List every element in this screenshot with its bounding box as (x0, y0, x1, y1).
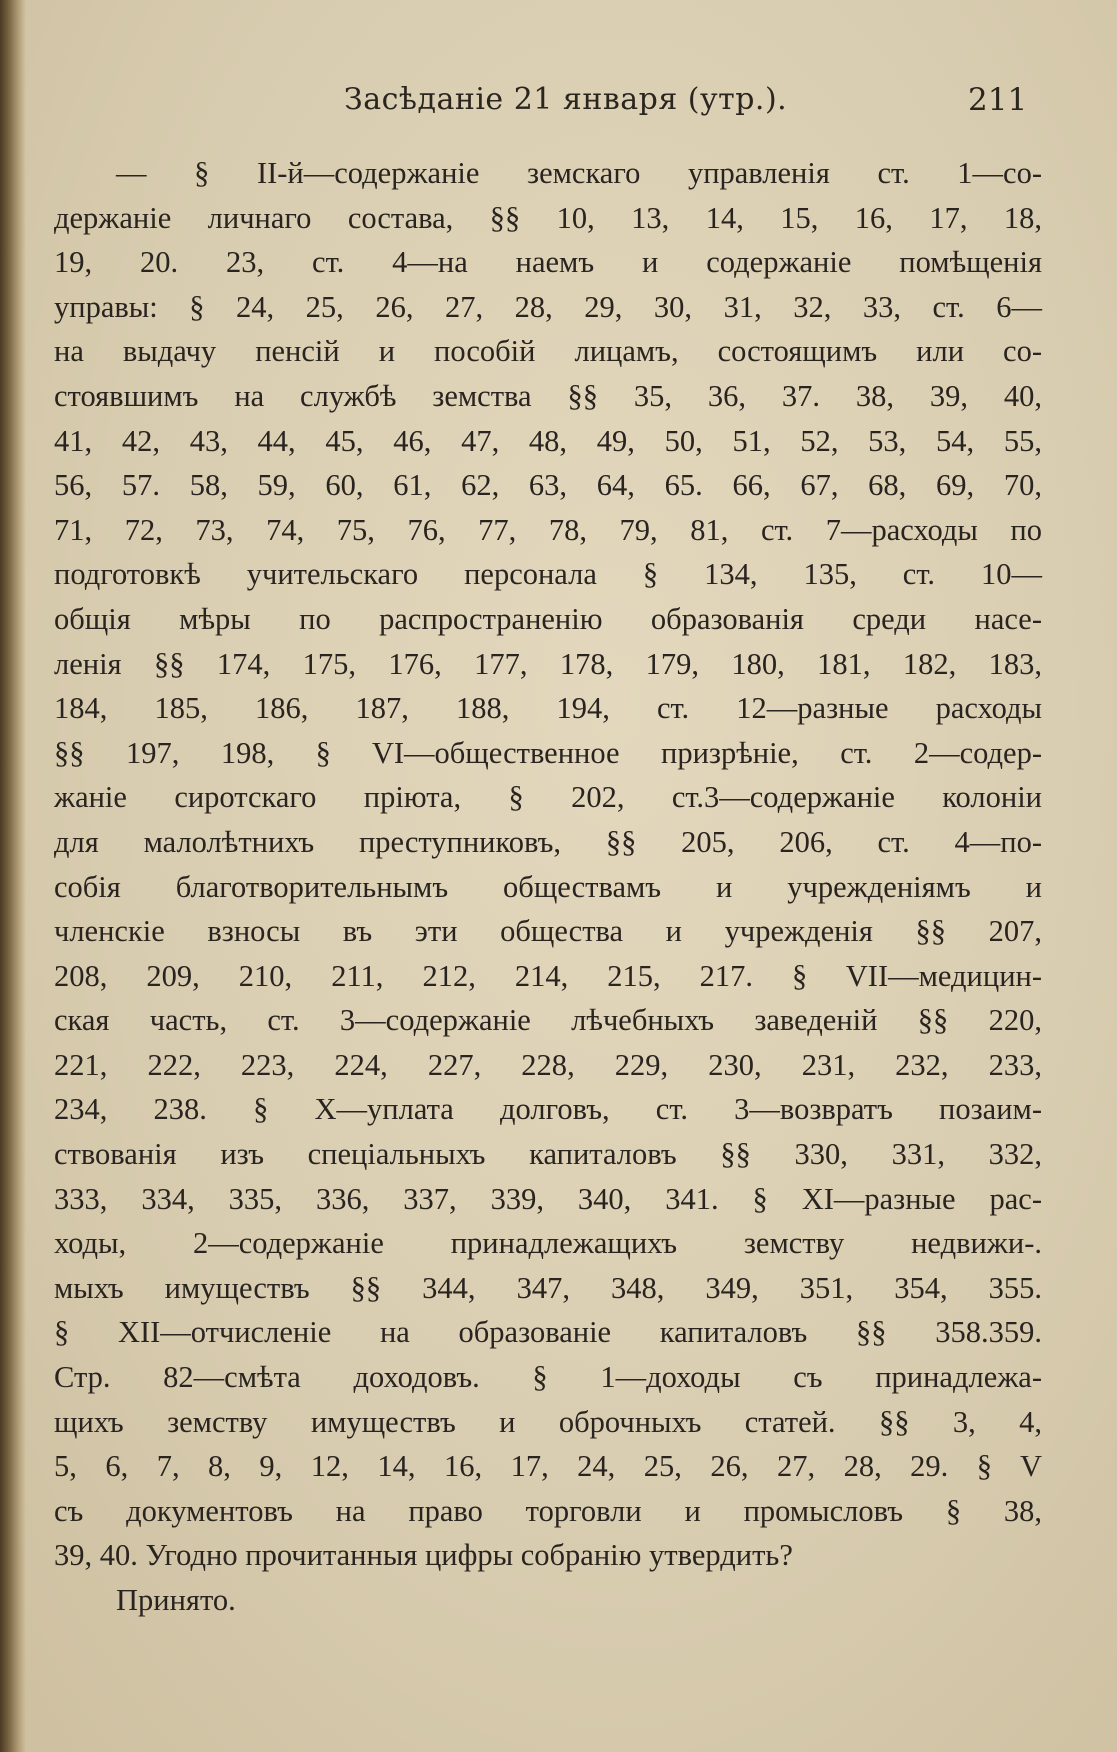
text-line: 333, 334, 335, 336, 337, 339, 340, 341. § XI—разные рас- (54, 1181, 1042, 1216)
text-line: управы: § 24, 25, 26, 27, 28, 29, 30, 31, 32, 33, ст. 6— (54, 289, 1042, 324)
text-line: стоявшимъ на службѣ земства §§ 35, 36, 37. 38, 39, 40, (54, 378, 1042, 413)
text-line: ходы, 2—содержаніе принадлежащихъ земству недвижи-. (54, 1226, 1042, 1261)
text-line: 56, 57. 58, 59, 60, 61, 62, 63, 64, 65. 66, 67, 68, 69, 70, (54, 468, 1042, 503)
text-line: для малолѣтнихъ преступниковъ, §§ 205, 206, ст. 4—по- (54, 824, 1042, 859)
text-line: 71, 72, 73, 74, 75, 76, 77, 78, 79, 81, ст. 7—расходы по (54, 512, 1042, 547)
text-line: подготовкѣ учительскаго персонала § 134, 135, ст. 10— (54, 557, 1042, 592)
text-line: 5, 6, 7, 8, 9, 12, 14, 16, 17, 24, 25, 26, 27, 28, 29. § V (54, 1449, 1042, 1484)
text-line: мыхъ имуществъ §§ 344, 347, 348, 349, 351, 354, 355. (54, 1270, 1042, 1305)
book-spine-shadow (0, 0, 26, 1752)
text-line: держаніе личнаго состава, §§ 10, 13, 14, 15, 16, 17, 18, (54, 200, 1042, 235)
text-line: на выдачу пенсій и пособій лицамъ, состоящимъ или со- (54, 334, 1042, 369)
text-line: 19, 20. 23, ст. 4—на наемъ и содержаніе помѣщенія (54, 245, 1042, 280)
text-line: 39, 40. Угодно прочитанныя цифры собранію утвердить? (54, 1538, 793, 1573)
text-line: 234, 238. § X—уплата долговъ, ст. 3—возвратъ позаим- (54, 1092, 1042, 1127)
page-number: 211 (968, 82, 1028, 118)
text-line: ская часть, ст. 3—содержаніе лѣчебныхъ заведеній §§ 220, (54, 1003, 1042, 1038)
text-line-final: Принято. (116, 1583, 236, 1617)
text-line: собія благотворительнымъ обществамъ и учрежденіямъ и (54, 869, 1042, 904)
text-line: съ документовъ на право торговли и промысловъ § 38, (54, 1493, 1042, 1528)
running-header (0, 82, 1117, 130)
text-line: общія мѣры по распространенію образованія среди насе- (54, 601, 1042, 636)
text-line: 208, 209, 210, 211, 212, 214, 215, 217. § VII—медицин- (54, 958, 1042, 993)
text-line: § XII—отчисленіе на образованіе капиталовъ §§ 358.359. (54, 1315, 1042, 1350)
text-line: §§ 197, 198, § VI—общественное призрѣніе, ст. 2—содер- (54, 735, 1042, 770)
text-line: ленія §§ 174, 175, 176, 177, 178, 179, 180, 181, 182, 183, (54, 646, 1042, 681)
text-line: Стр. 82—смѣта доходовъ. § 1—доходы съ принадлежа- (54, 1360, 1042, 1395)
text-line: жаніе сиротскаго пріюта, § 202, ст.3—содержаніе колоніи (54, 780, 1042, 815)
text-line: ствованія изъ спеціальныхъ капиталовъ §§ 330, 331, 332, (54, 1137, 1042, 1172)
text-line: щихъ земству имуществъ и оброчныхъ статей. §§ 3, 4, (54, 1404, 1042, 1439)
text-line: — § II-й—содержаніе земскаго управленія ст. 1—со- (116, 156, 1042, 190)
running-title: Засѣданіе 21 января (утр.). (344, 82, 788, 117)
body-text (54, 151, 1042, 1623)
text-line: 221, 222, 223, 224, 227, 228, 229, 230, 231, 232, 233, (54, 1047, 1042, 1082)
text-line: 184, 185, 186, 187, 188, 194, ст. 12—разные расходы (54, 691, 1042, 726)
text-line: 41, 42, 43, 44, 45, 46, 47, 48, 49, 50, 51, 52, 53, 54, 55, (54, 423, 1042, 458)
text-line: членскіе взносы въ эти общества и учрежденія §§ 207, (54, 914, 1042, 949)
